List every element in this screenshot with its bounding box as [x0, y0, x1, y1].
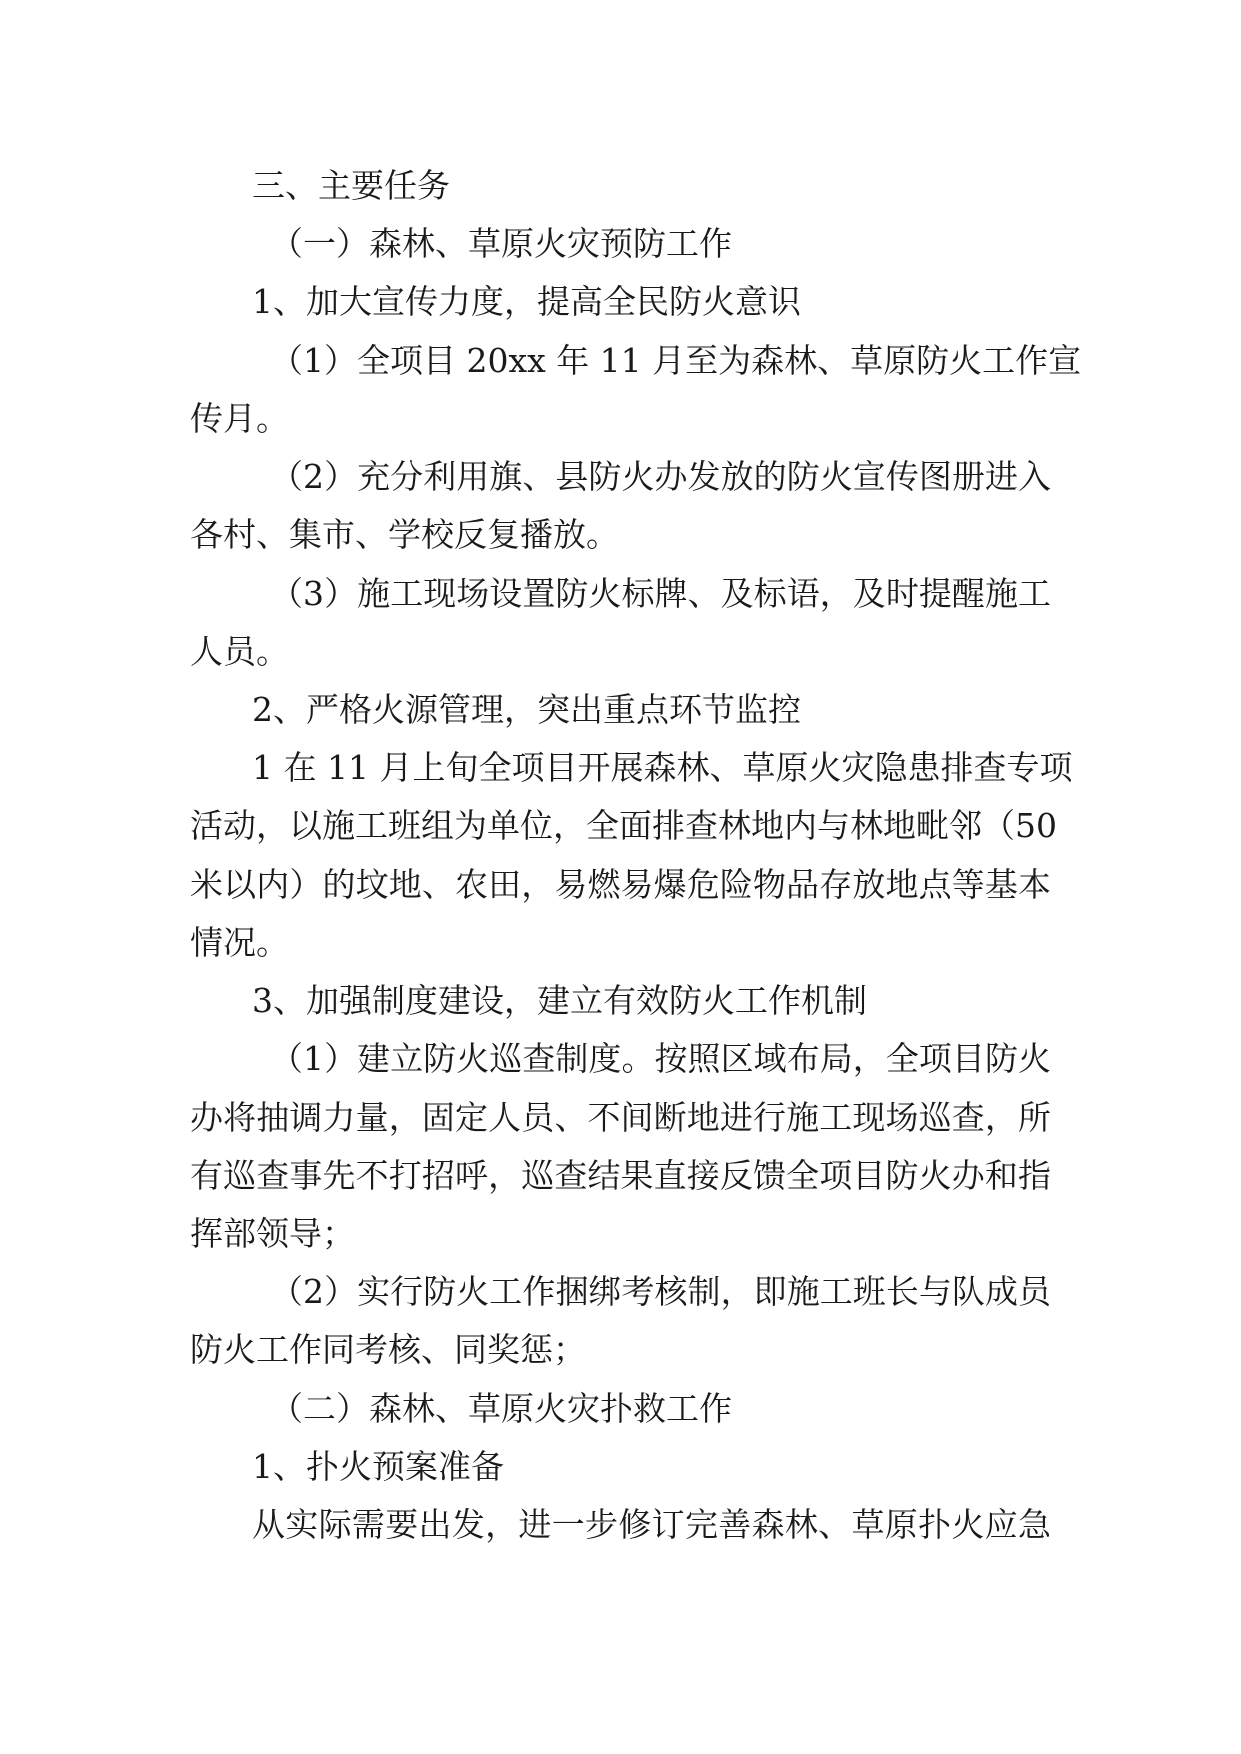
subsection-heading: （二）森林、草原火灾扑救工作	[270, 1389, 732, 1428]
paragraph-line: 各村、集市、学校反复播放。	[190, 515, 619, 554]
item-heading: 2、严格火源管理，突出重点环节监控	[252, 690, 801, 729]
paragraph-line: 传月。	[190, 399, 289, 438]
paragraph-line: （3）施工现场设置防火标牌、及标语，及时提醒施工	[270, 574, 1051, 613]
paragraph-line: 办将抽调力量，固定人员、不间断地进行施工现场巡查，所	[190, 1098, 1051, 1137]
paragraph-line: 活动，以施工班组为单位，全面排查林地内与林地毗邻（50	[190, 806, 1057, 845]
paragraph-line: （1）建立防火巡查制度。按照区域布局，全项目防火	[270, 1039, 1051, 1078]
paragraph-line: 防火工作同考核、同奖惩；	[190, 1330, 586, 1369]
paragraph-line: 挥部领导；	[190, 1214, 355, 1253]
paragraph-line: （1）全项目 20xx 年 11 月至为森林、草原防火工作宣	[270, 341, 1082, 380]
paragraph-line: 人员。	[190, 632, 289, 671]
subsection-heading: （一）森林、草原火灾预防工作	[270, 224, 732, 263]
section-heading: 三、主要任务	[252, 166, 450, 205]
item-heading: 1、扑火预案准备	[252, 1447, 504, 1486]
paragraph-line: 有巡查事先不打招呼，巡查结果直接反馈全项目防火办和指	[190, 1156, 1051, 1195]
paragraph-line: 米以内）的坟地、农田，易燃易爆危险物品存放地点等基本	[190, 865, 1051, 904]
item-heading: 1、加大宣传力度，提高全民防火意识	[252, 282, 801, 321]
paragraph-line: 1 在 11 月上旬全项目开展森林、草原火灾隐患排查专项	[252, 748, 1073, 787]
paragraph-line: （2）充分利用旗、县防火办发放的防火宣传图册进入	[270, 457, 1051, 496]
paragraph-line: （2）实行防火工作捆绑考核制，即施工班长与队成员	[270, 1272, 1051, 1311]
item-heading: 3、加强制度建设，建立有效防火工作机制	[252, 981, 867, 1020]
paragraph-line: 从实际需要出发，进一步修订完善森林、草原扑火应急	[252, 1505, 1051, 1544]
paragraph-line: 情况。	[190, 923, 289, 962]
